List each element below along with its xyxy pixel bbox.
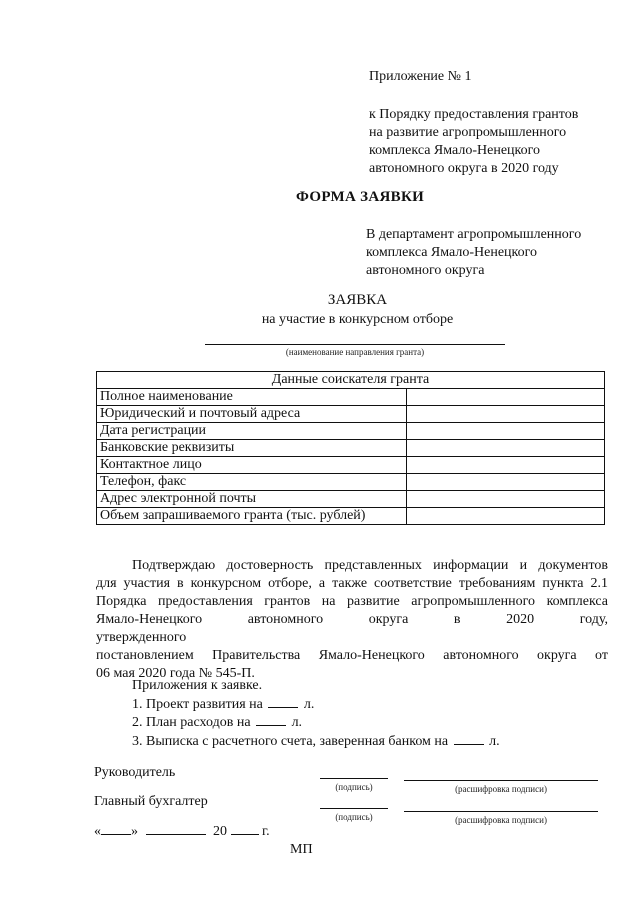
application-subtitle: на участие в конкурсном отборе [261,312,454,327]
field-label: Юридический и почтовый адреса [97,406,407,423]
field-value[interactable] [407,491,605,508]
head-sign-caption: (подпись) [335,782,373,792]
confirmation-line: Подтверждаю достоверность представленных информации и документов [132,558,608,573]
attachment-text: 1. Проект развития на [132,697,263,712]
attachment-item [132,713,302,732]
attachment-item [132,732,500,751]
field-label: Полное наименование [97,389,407,406]
direction-underline [205,344,505,345]
pages-blank[interactable] [454,732,484,745]
table-row [97,508,605,525]
accountant-label: Главный бухгалтер [94,794,208,809]
field-value[interactable] [407,474,605,491]
field-value[interactable] [407,457,605,474]
accountant-sign-caption: (подпись) [335,812,373,822]
date-line [94,822,270,841]
confirmation-line: Порядка предоставления грантов на развитие агропромышленного комплекса [96,594,608,609]
addressee-line: комплекса Ямало-Ненецкого [366,245,538,260]
field-label: Объем запрашиваемого гранта (тыс. рублей) [97,508,407,525]
field-label: Адрес электронной почты [97,491,407,508]
year-suffix: г. [262,824,270,839]
form-title: ФОРМА ЗАЯВКИ [296,189,425,205]
day-blank[interactable] [101,822,131,835]
date-open-quote: « [94,824,101,839]
attachment-item [132,695,314,714]
attachment-text: 3. Выписка с расчетного счета, заверенная банком на [132,734,449,749]
field-value[interactable] [407,389,605,406]
accountant-decode-caption: (расшифровка подписи) [455,815,547,825]
table-header-row [97,372,605,389]
accountant-signature-line[interactable] [320,808,388,809]
applicant-data-table [96,371,605,525]
addressee-line: В департамент агропромышленного [366,227,582,242]
table-row [97,406,605,423]
year-blank[interactable] [231,822,259,835]
pages-blank[interactable] [268,695,298,708]
field-value[interactable] [407,423,605,440]
attachment-text: 2. План расходов на [132,715,251,730]
stamp-placeholder: МП [290,842,313,857]
field-value[interactable] [407,508,605,525]
confirmation-paragraph [96,557,608,683]
field-value[interactable] [407,440,605,457]
field-value[interactable] [407,406,605,423]
confirmation-line: постановлением Правительства Ямало-Ненецкого автономного округа от [96,648,608,663]
addressee-line: автономного округа [366,263,485,278]
appendix-line: комплекса Ямало-Ненецкого [369,143,541,158]
confirmation-line: Ямало-Ненецкого автономного округа в 2020 году, утвержденного [96,612,608,645]
direction-caption: (наименование направления гранта) [285,347,425,357]
addressee [366,226,581,280]
head-label: Руководитель [94,765,176,780]
table-row [97,491,605,508]
table-header: Данные соискателя гранта [97,372,605,389]
attachment-suffix: л. [489,734,500,749]
appendix-line: автономного округа в 2020 году [369,161,559,176]
table-row [97,423,605,440]
application-title: ЗАЯВКА [327,292,388,308]
table-row [97,457,605,474]
year-prefix: 20 [213,824,227,839]
attachments-title: Приложения к заявке. [132,678,263,693]
head-decode-caption: (расшифровка подписи) [455,784,547,794]
field-label: Телефон, факс [97,474,407,491]
attachment-suffix: л. [303,697,315,712]
table-row [97,389,605,406]
field-label: Контактное лицо [97,457,407,474]
pages-blank[interactable] [256,713,286,726]
appendix-line: к Порядку предоставления грантов [369,107,579,122]
table-row [97,474,605,491]
attachment-suffix: л. [291,715,303,730]
confirmation-line: для участия в конкурсном отборе, а также соответствие требованиям пункта 2.1 [96,576,608,591]
accountant-decode-line[interactable] [404,811,598,812]
appendix-title: Приложение № 1 [369,69,472,84]
field-label: Банковские реквизиты [97,440,407,457]
head-decode-line[interactable] [404,780,598,781]
confirmation-line: 06 мая 2020 года № 545-П. [96,666,255,681]
table-row [97,440,605,457]
month-blank[interactable] [146,822,206,835]
date-close-quote: » [131,824,138,839]
appendix-line: на развитие агропромышленного [369,125,567,140]
field-label: Дата регистрации [97,423,407,440]
head-signature-line[interactable] [320,778,388,779]
appendix-reference [369,106,578,178]
